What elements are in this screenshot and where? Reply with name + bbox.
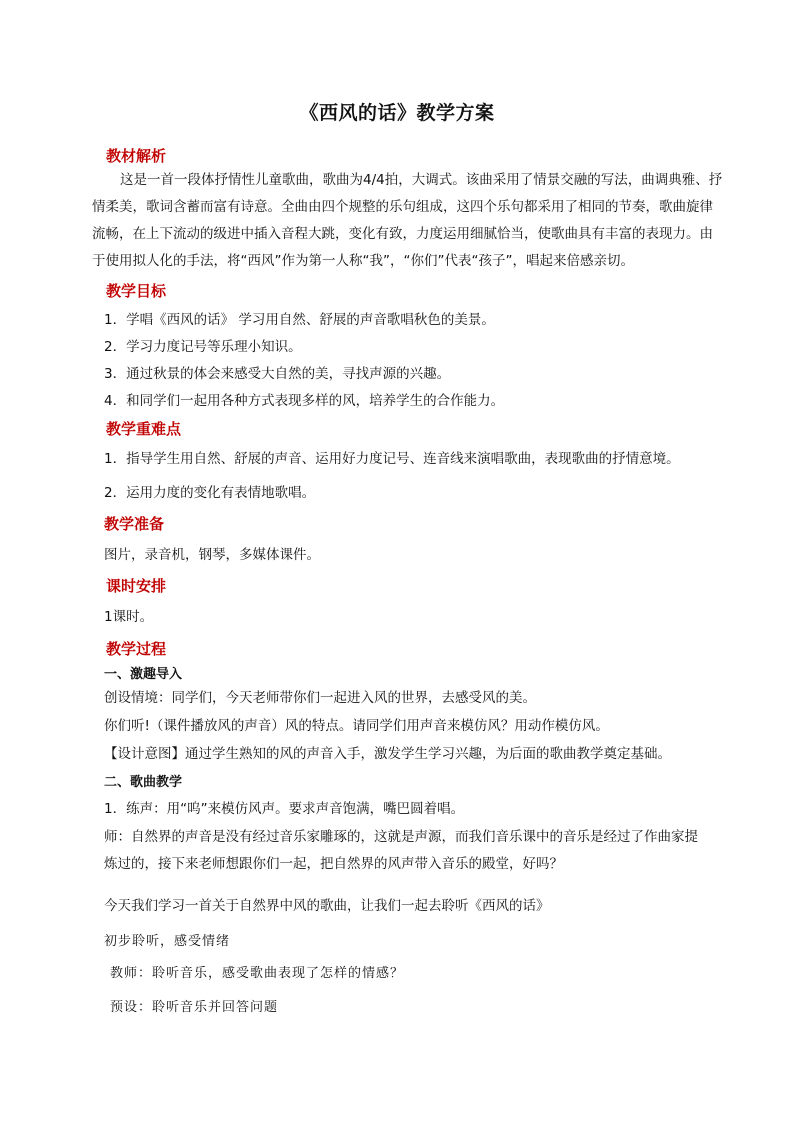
analysis-line: 这是一首一段体抒情性儿童歌曲，歌曲为4/4拍，大调式。该曲采用了情景交融的写法，曲调典雅、抒 — [120, 172, 723, 188]
heading-schedule: 课时安排 — [106, 577, 167, 595]
process-part1-title: 一、激趣导入 — [104, 667, 183, 682]
key-point-item: 2．运用力度的变化有表情地歌唱。 — [104, 485, 316, 501]
process-line: 1．练声：用“呜”来模仿风声。要求声音饱满，嘴巴圆着唱。 — [104, 801, 465, 817]
process-part2-title: 二、歌曲教学 — [104, 775, 183, 790]
analysis-line: 情柔美，歌词含蓄而富有诗意。全曲由四个规整的乐句组成，这四个乐句都采用了相同的节奏，歌曲旋律 — [92, 199, 713, 215]
heading-process: 教学过程 — [106, 640, 167, 658]
analysis-line: 流畅，在上下流动的级进中插入音程大跳，变化有致，力度运用细腻恰当，使歌曲具有丰富的表现力。由 — [92, 226, 713, 242]
heading-analysis: 教材解析 — [106, 147, 167, 165]
heading-preparation: 教学准备 — [104, 515, 165, 533]
listening-line: 初步聆听，感受情绪 — [104, 934, 231, 949]
goal-item: 3．通过秋景的体会来感受大自然的美，寻找声源的兴趣。 — [104, 366, 451, 382]
goal-item: 2．学习力度记号等乐理小知识。 — [104, 339, 302, 355]
process-line: 炼过的，接下来老师想跟你们一起，把自然界的风声带入音乐的殿堂，好吗？ — [104, 856, 563, 872]
schedule-text: 1课时。 — [104, 609, 154, 625]
key-point-item: 1．指导学生用自然、舒展的声音、运用好力度记号、连音线来演唱歌曲，表现歌曲的抒情意境。 — [104, 451, 680, 467]
listening-line: 预设：聆听音乐并回答问题 — [110, 1000, 279, 1015]
process-line: 创设情境：同学们，今天老师带你们一起进入风的世界，去感受风的美。 — [104, 690, 536, 706]
process-line: 师：自然界的声音是没有经过音乐家雕琢的，这就是声源，而我们音乐课中的音乐是经过了作曲家提 — [104, 829, 698, 845]
preparation-text: 图片，录音机，钢琴，多媒体课件。 — [104, 547, 320, 563]
goal-item: 4．和同学们一起用各种方式表现多样的风，培养学生的合作能力。 — [104, 393, 505, 409]
analysis-line: 于使用拟人化的手法，将“西风”作为第一人称“我”，“你们”代表“孩子”，唱起来倍感亲切。 — [92, 253, 634, 269]
listening-line: 教师：聆听音乐，感受歌曲表现了怎样的情感？ — [110, 966, 405, 981]
process-line: 今天我们学习一首关于自然界中风的歌曲，让我们一起去聆听《西风的话》 — [104, 898, 550, 914]
design-intent-line: 【设计意图】通过学生熟知的风的声音入手，激发学生学习兴趣，为后面的歌曲教学奠定基础。 — [104, 746, 671, 762]
heading-goals: 教学目标 — [106, 282, 167, 300]
process-line: 你们听!（课件播放风的声音）风的特点。请同学们用声音来模仿风？用动作模仿风。 — [104, 718, 609, 734]
page-title: 《西风的话》教学方案 — [299, 102, 495, 124]
goal-item: 1．学唱《西风的话》 学习用自然、舒展的声音歌唱秋色的美景。 — [104, 312, 495, 328]
heading-key-points: 教学重难点 — [106, 420, 182, 438]
